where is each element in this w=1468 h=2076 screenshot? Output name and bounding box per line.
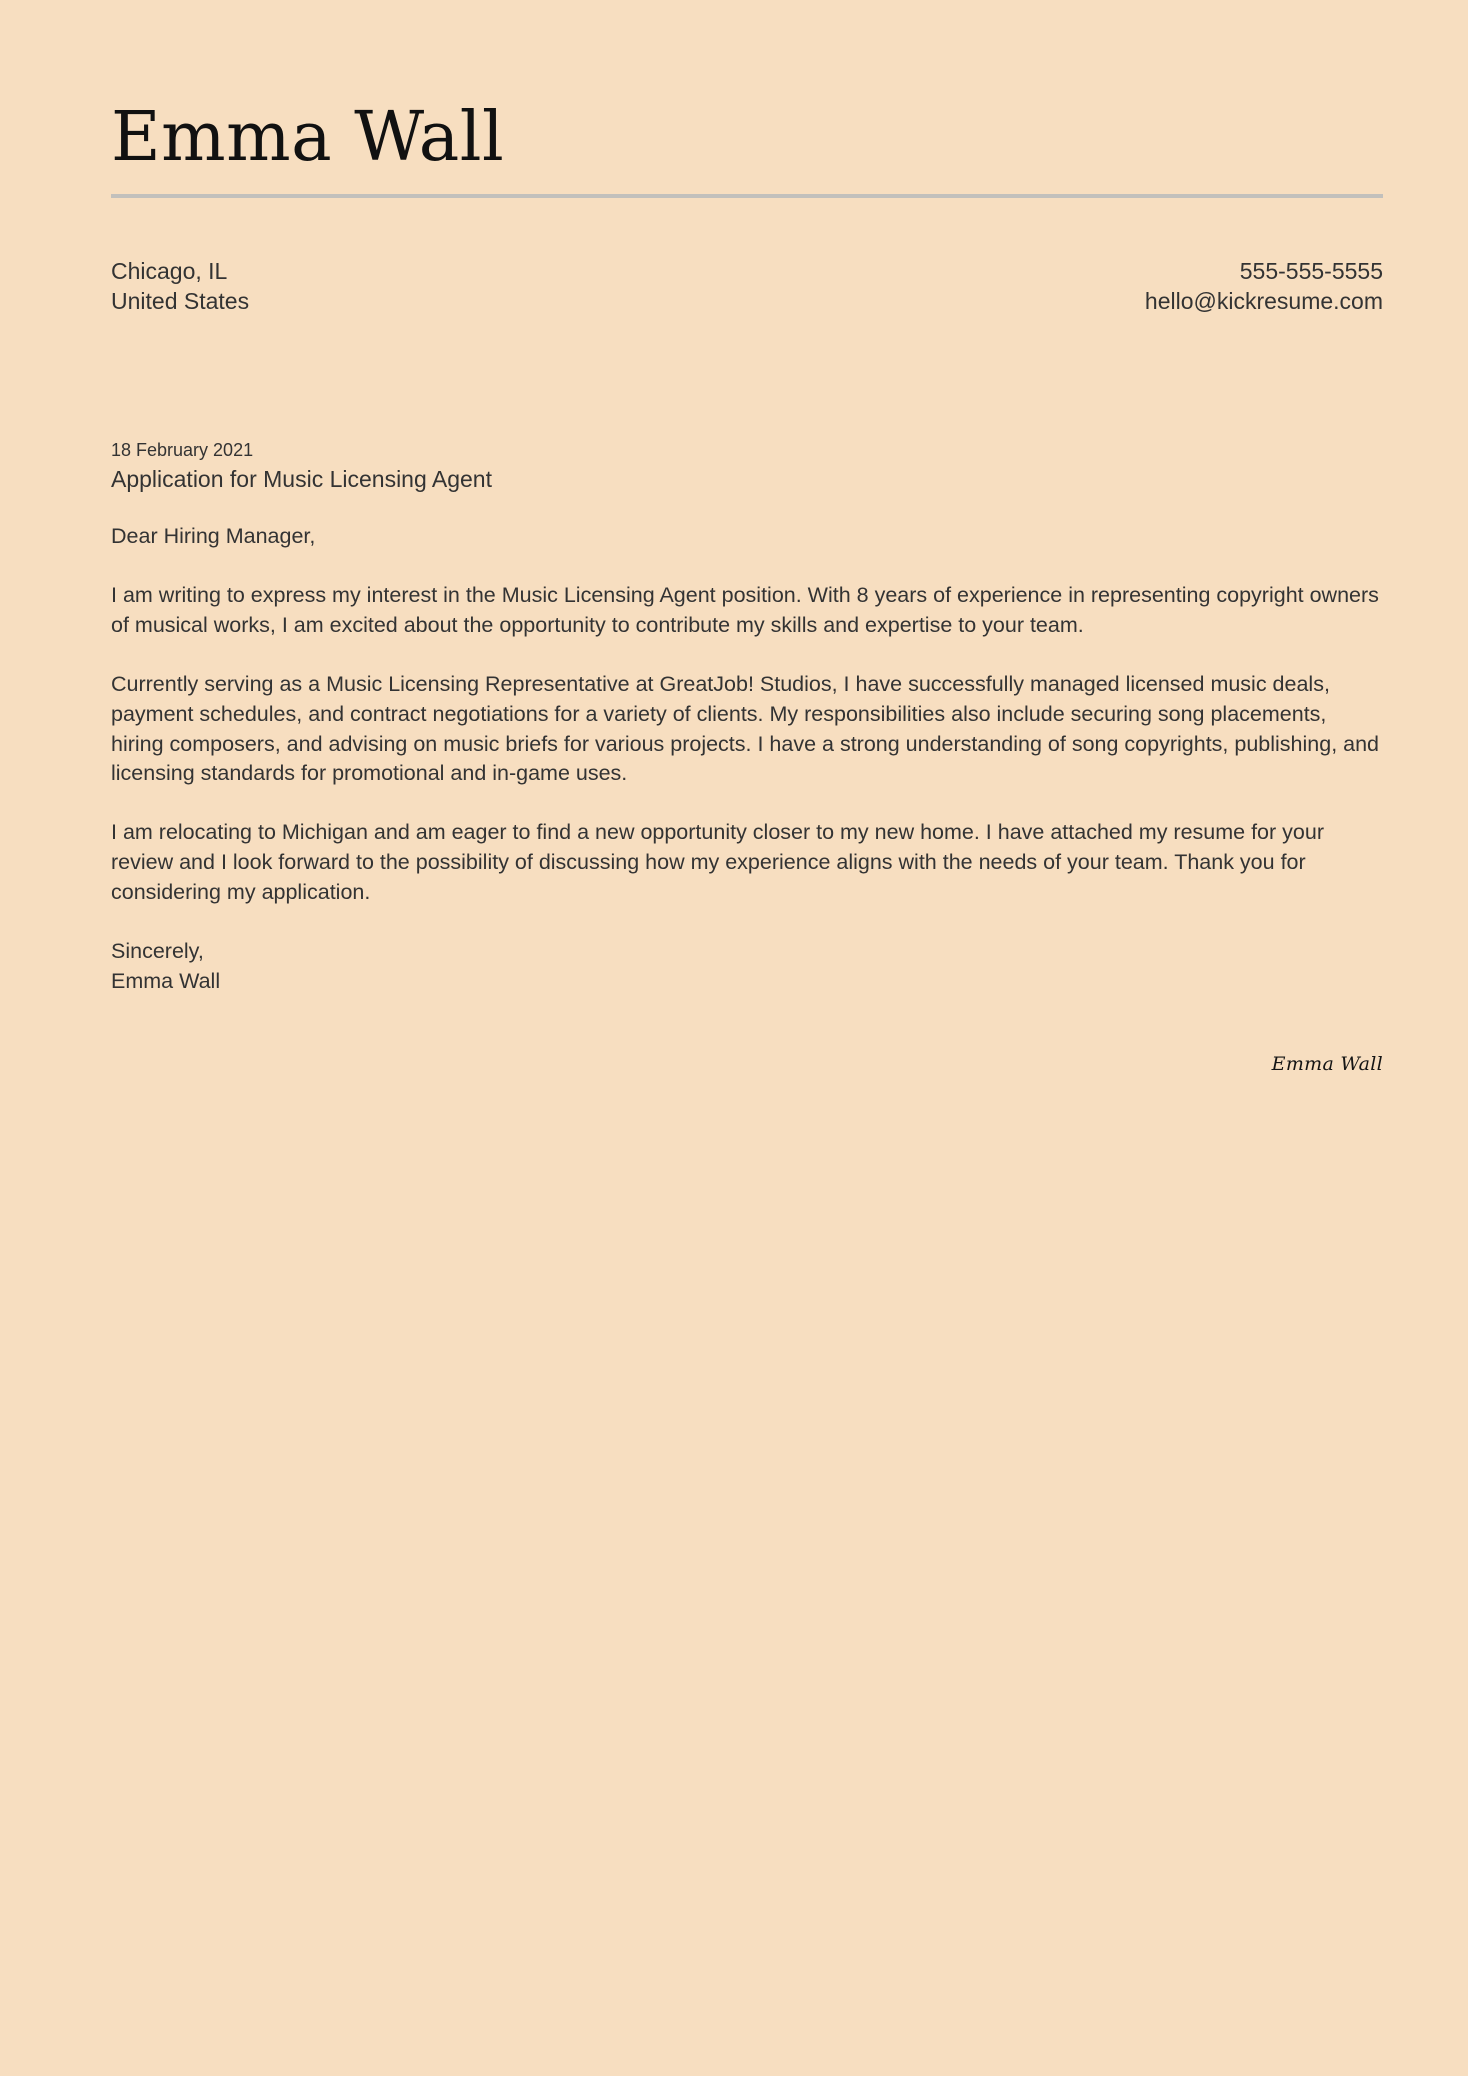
paragraph-experience: Currently serving as a Music Licensing Representative at GreatJob! Studios, I have successfully managed licensed music deals, payment schedules, and contract negotiations for a variety of clients. My responsibilities also include securing song placements, hiring composers, and advising on music briefs for various projects. I have a strong understanding of song copyrights, publishing, and licensing standards for promotional and in-game uses. xyxy=(111,672,1380,786)
handwritten-signature: Emma Wall xyxy=(1271,1053,1383,1075)
applicant-name: Emma Wall xyxy=(111,98,505,177)
sender-name: Emma Wall xyxy=(111,968,221,993)
letter-subject: Application for Music Licensing Agent xyxy=(111,466,492,492)
letter-date: 18 February 2021 xyxy=(111,440,254,460)
closing-phrase: Sincerely, xyxy=(111,939,204,964)
address-country: United States xyxy=(111,288,250,314)
header-divider xyxy=(111,194,1383,198)
greeting: Dear Hiring Manager, xyxy=(111,524,316,548)
address-block xyxy=(111,256,249,316)
cover-letter-page xyxy=(111,0,1383,2076)
paragraph-relocation: I am relocating to Michigan and am eager to find a new opportunity closer to my new home. I have attached my resume for your review and I look forward to the possibility of discussing how my experience aligns with the needs of your team. Thank you for considering my application. xyxy=(111,820,1324,904)
paragraph-intro: I am writing to express my interest in the Music Licensing Agent position. With 8 years of experience in representing copyright owners of musical works, I am excited about the opportunity to contribute my skills and expertise to your team. xyxy=(111,583,1379,637)
letter-body xyxy=(111,522,1383,996)
phone-number: 555-555-5555 xyxy=(1239,258,1383,284)
contact-block xyxy=(1145,256,1383,316)
address-city: Chicago, IL xyxy=(111,258,228,284)
email-address: hello@kickresume.com xyxy=(1144,288,1383,314)
